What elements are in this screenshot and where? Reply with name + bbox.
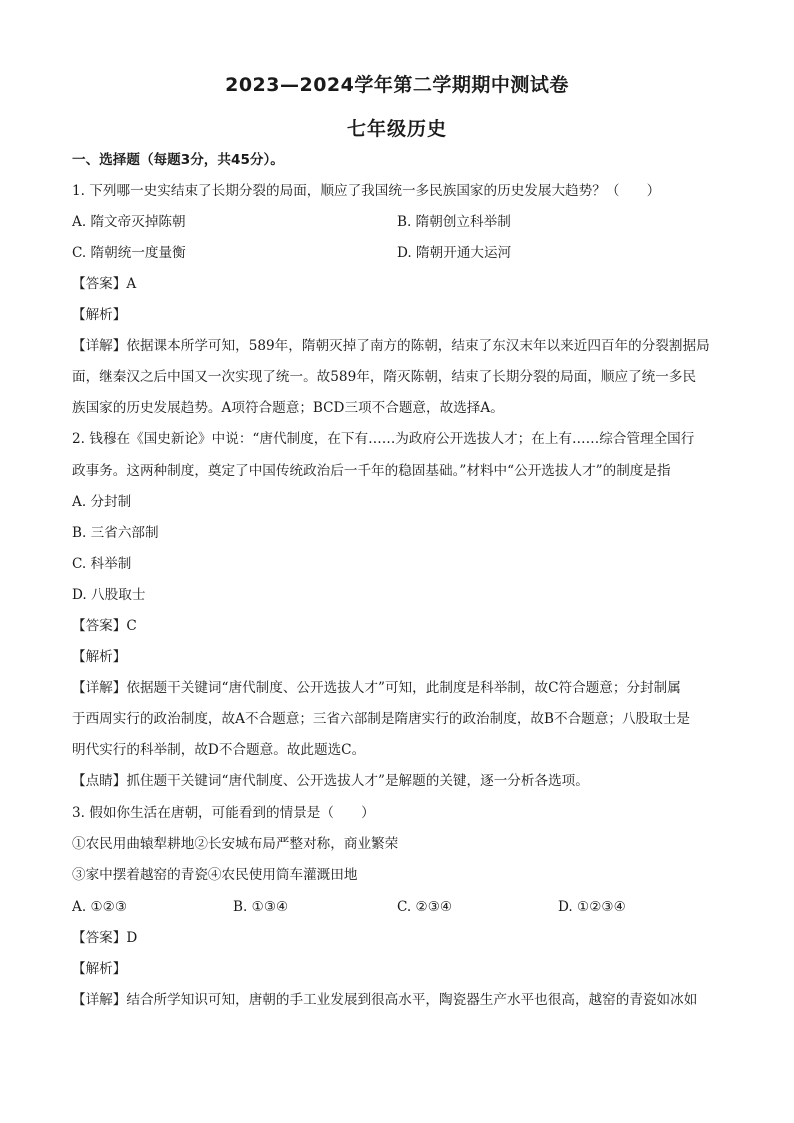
q1-option-d: D. 隋朝开通大运河 bbox=[397, 245, 512, 261]
q1-analysis-label: 【解析】 bbox=[72, 307, 127, 323]
q1-detail-line-1: 【详解】依据课本所学可知，589年，隋朝灭掉了南方的陈朝，结束了东汉末年以来近四百年的分裂割据局 bbox=[72, 338, 710, 354]
q2-option-d: D. 八股取士 bbox=[72, 587, 146, 603]
q1-detail-line-3: 族国家的历史发展趋势。A项符合题意；BCD三项不合题意，故选择A。 bbox=[72, 400, 504, 416]
q3-detail-line-1: 【详解】结合所学知识可知，唐朝的手工业发展到很高水平，陶瓷器生产水平也很高，越窑的青瓷如冰如 bbox=[72, 992, 698, 1008]
q1-option-a: A. 隋文帝灭掉陈朝 bbox=[72, 214, 186, 230]
q2-analysis-label: 【解析】 bbox=[72, 649, 127, 665]
q3-option-c: C. ②③④ bbox=[397, 899, 453, 915]
q2-stem-line-1: 2. 钱穆在《国史新论》中说：“唐代制度，在下有……为政府公开选拔人才；在上有……综合管理全国行 bbox=[72, 431, 695, 447]
q2-option-a: A. 分封制 bbox=[72, 494, 132, 510]
q1-detail-line-2: 面，继秦汉之后中国又一次实现了统一。故589年，隋灭陈朝，结束了长期分裂的局面，顺应了统一多民 bbox=[72, 369, 697, 385]
q2-option-b: B. 三省六部制 bbox=[72, 525, 159, 541]
q3-item-line-2: ③家中摆着越窑的青瓷④农民使用筒车灌溉田地 bbox=[72, 867, 358, 883]
q3-option-a: A. ①②③ bbox=[72, 899, 128, 915]
q1-option-b: B. 隋朝创立科举制 bbox=[397, 214, 511, 230]
q3-option-d: D. ①②③④ bbox=[558, 899, 626, 915]
q2-tip: 【点睛】抓住题干关键词“唐代制度、公开选拔人才”是解题的关键，逐一分析各选项。 bbox=[72, 773, 589, 789]
section-heading: 一、选择题（每题3分，共45分）。 bbox=[72, 152, 284, 168]
q3-analysis-label: 【解析】 bbox=[72, 961, 127, 977]
q2-stem-line-2: 政事务。这两种制度，奠定了中国传统政治后一千年的稳固基础。”材料中“公开选拔人才”的制度是指 bbox=[72, 463, 671, 479]
q2-option-c: C. 科举制 bbox=[72, 556, 132, 572]
q3-item-line-1: ①农民用曲辕犁耕地②长安城布局严整对称，商业繁荣 bbox=[72, 836, 399, 852]
q3-stem: 3. 假如你生活在唐朝，可能看到的情景是（ ） bbox=[72, 805, 375, 821]
q2-detail-line-1: 【详解】依据题干关键词“唐代制度、公开选拔人才”可知，此制度是科举制，故C符合题意；分封制属 bbox=[72, 680, 681, 696]
q2-answer: 【答案】C bbox=[72, 618, 137, 634]
q1-answer: 【答案】A bbox=[72, 276, 137, 292]
q1-stem: 1. 下列哪一史实结束了长期分裂的局面，顺应了我国统一多民族国家的历史发展大趋势？（ ） bbox=[72, 183, 661, 199]
exam-title: 2023—2024学年第二学期期中测试卷 bbox=[225, 74, 569, 96]
q3-answer: 【答案】D bbox=[72, 930, 138, 946]
exam-subtitle: 七年级历史 bbox=[346, 118, 447, 140]
q2-detail-line-3: 明代实行的科举制，故D不合题意。故此题选C。 bbox=[72, 742, 366, 758]
q1-option-c: C. 隋朝统一度量衡 bbox=[72, 245, 186, 261]
q3-option-b: B. ①③④ bbox=[233, 899, 289, 915]
q2-detail-line-2: 于西周实行的政治制度，故A不合题意；三省六部制是隋唐实行的政治制度，故B不合题意；八股取士是 bbox=[72, 711, 690, 727]
